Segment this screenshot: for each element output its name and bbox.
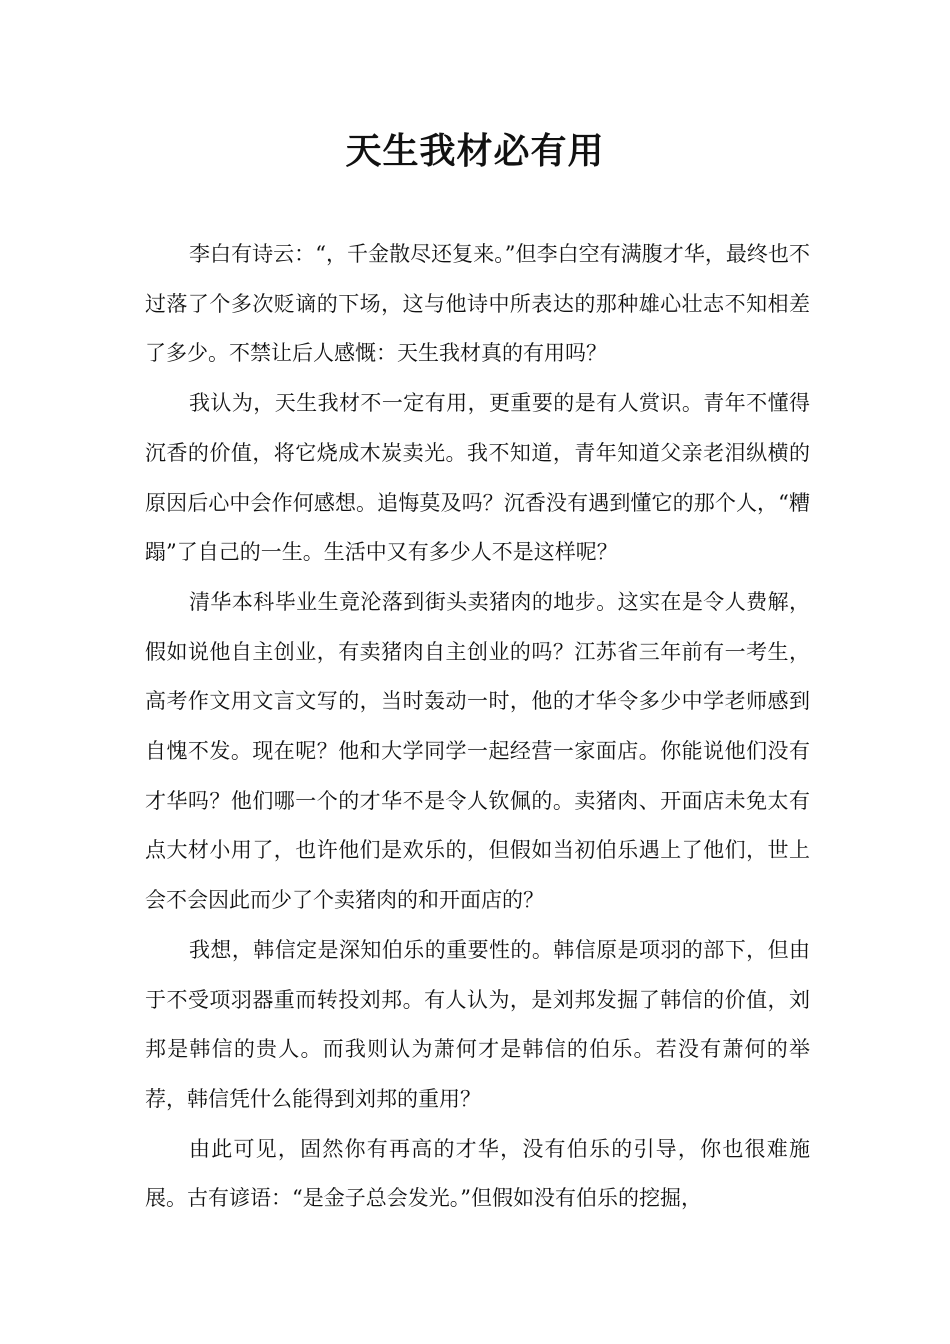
paragraph: 李白有诗云：“，千金散尽还复来。”但李白空有满腹才华，最终也不过落了个多次贬谪的下场，这与他诗中所表达的那种雄心壮志不知相差了多少。不禁让后人感慨：天生我材真的有用吗？: [145, 242, 810, 366]
paragraph: 清华本科毕业生竟沦落到街头卖猪肉的地步。这实在是令人费解，假如说他自主创业，有卖猪肉自主创业的吗？江苏省三年前有一考生，高考作文用文言文写的，当时轰动一时，他的才华令多少中学老师感到自愧不发。现在呢？他和大学同学一起经营一家面店。你能说他们没有才华吗？他们哪一个的才华不是令人钦佩的。卖猪肉、开面店未免太有点大材小用了，也许他们是欢乐的，但假如当初伯乐遇上了他们，世上会不会因此而少了个卖猪肉的和开面店的？: [145, 589, 810, 913]
document-body: [145, 230, 810, 1224]
paragraph: 我想，韩信定是深知伯乐的重要性的。韩信原是项羽的部下，但由于不受项羽器重而转投刘邦。有人认为，是刘邦发掘了韩信的价值，刘邦是韩信的贵人。而我则认为萧何才是韩信的伯乐。若没有萧何的举荐，韩信凭什么能得到刘邦的重用？: [145, 937, 810, 1111]
document-title: 天生我材必有用: [345, 131, 605, 172]
paragraph: 我认为，天生我材不一定有用，更重要的是有人赏识。青年不懂得沉香的价值，将它烧成木炭卖光。我不知道，青年知道父亲老泪纵横的原因后心中会作何感想。追悔莫及吗？沉香没有遇到懂它的那个人，“糟蹋”了自己的一生。生活中又有多少人不是这样呢？: [145, 391, 810, 565]
paragraph: 由此可见，固然你有再高的才华，没有伯乐的引导，你也很难施展。古有谚语：“是金子总会发光。”但假如没有伯乐的挖掘，: [145, 1136, 810, 1211]
